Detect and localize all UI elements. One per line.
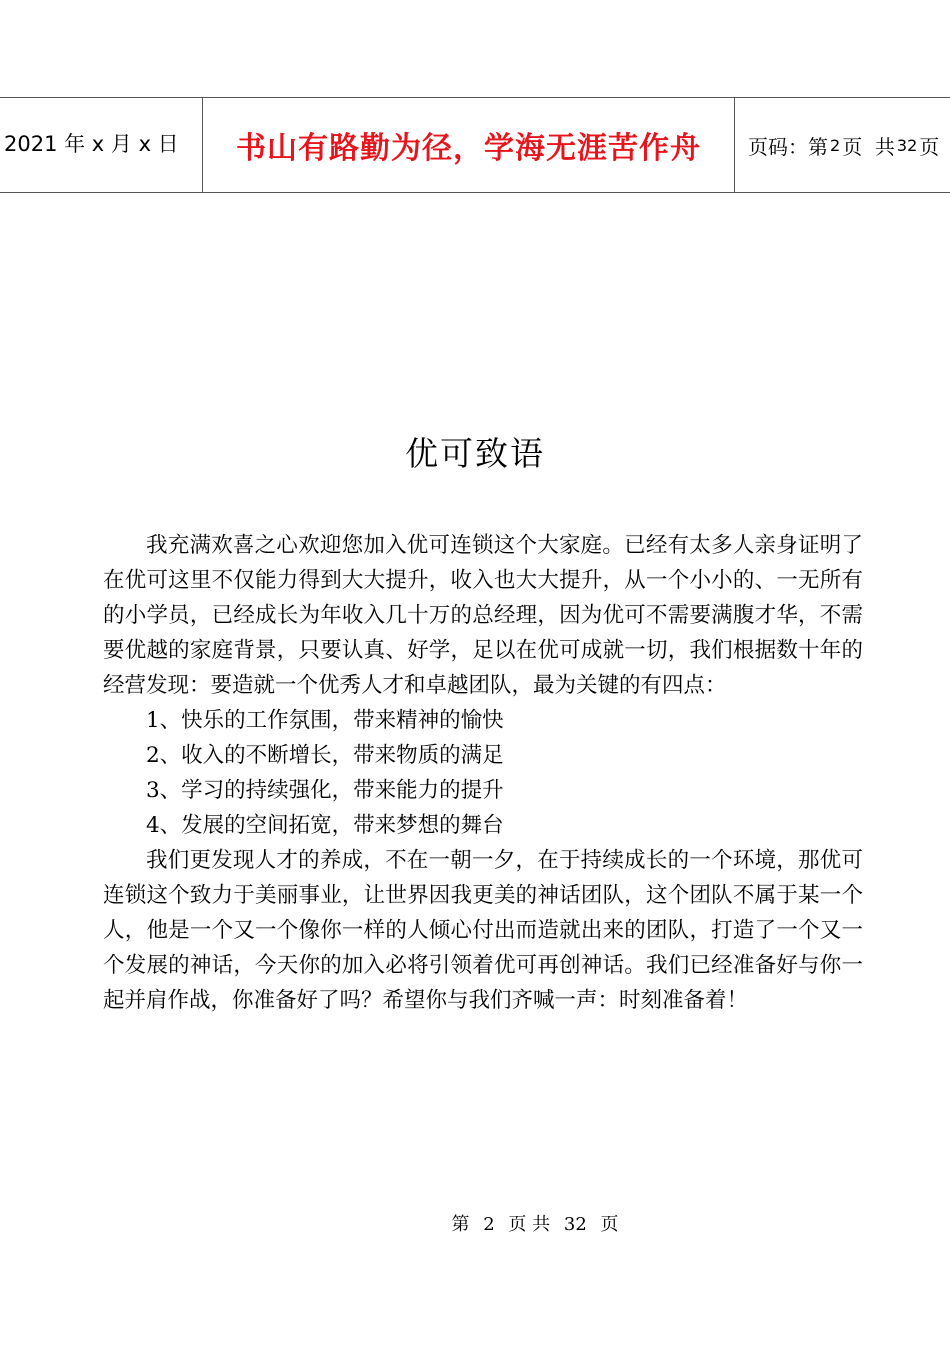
header-page-code xyxy=(734,98,950,192)
footer-mid: 页 共 xyxy=(508,1214,551,1235)
closing-paragraph: 我们更发现人才的养成，不在一朝一夕，在于持续成长的一个环境，那优可连锁这个致力于美丽事业，让世界因我更美的神话团队，这个团队不属于某一个人，他是一个又一个像你一样的人倾心付出而造就出来的团队，打造了一个又一个发展的神话，今天你的加入必将引领着优可再创神话。我们已经准备好与你一起并肩作战，你准备好了吗？希望你与我们齐喊一声：时刻准备着！ xyxy=(103,848,863,1013)
header-page-current: 2 xyxy=(830,135,841,155)
footer-suffix: 页 xyxy=(600,1214,619,1235)
footer-page-total: 32 xyxy=(563,1214,587,1235)
header-page-suffix: 页 xyxy=(919,134,940,159)
document-body xyxy=(103,528,863,1018)
header-motto: 书山有路勤为径，学海无涯苦作舟 xyxy=(203,98,735,192)
list-item: 2、收入的不断增长，带来物质的满足 xyxy=(146,743,504,768)
list-item: 1、快乐的工作氛围，带来精神的愉快 xyxy=(146,708,504,733)
list-item: 4、发展的空间拓宽，带来梦想的舞台 xyxy=(146,813,504,838)
list-item: 3、学习的持续强化，带来能力的提升 xyxy=(146,778,504,803)
header-page-total: 32 xyxy=(896,135,918,155)
header-page-mid: 页 共 xyxy=(842,134,895,159)
document-title: 优可致语 xyxy=(405,434,545,473)
page-footer xyxy=(0,1210,950,1236)
footer-page-current: 2 xyxy=(483,1214,495,1235)
footer-prefix: 第 xyxy=(451,1214,470,1235)
header-page-prefix: 页码：第 xyxy=(748,134,828,159)
header-date: 2021 年 x 月 x 日 xyxy=(0,98,203,192)
page-header xyxy=(0,97,950,193)
intro-paragraph: 我充满欢喜之心欢迎您加入优可连锁这个大家庭。已经有太多人亲身证明了在优可这里不仅能力得到大大提升，收入也大大提升，从一个小小的、一无所有的小学员，已经成长为年收入几十万的总经理，因为优可不需要满腹才华，不需要优越的家庭背景，只要认真、好学，足以在优可成就一切，我们根据数十年的经营发现：要造就一个优秀人才和卓越团队，最为关键的有四点： xyxy=(103,533,863,698)
